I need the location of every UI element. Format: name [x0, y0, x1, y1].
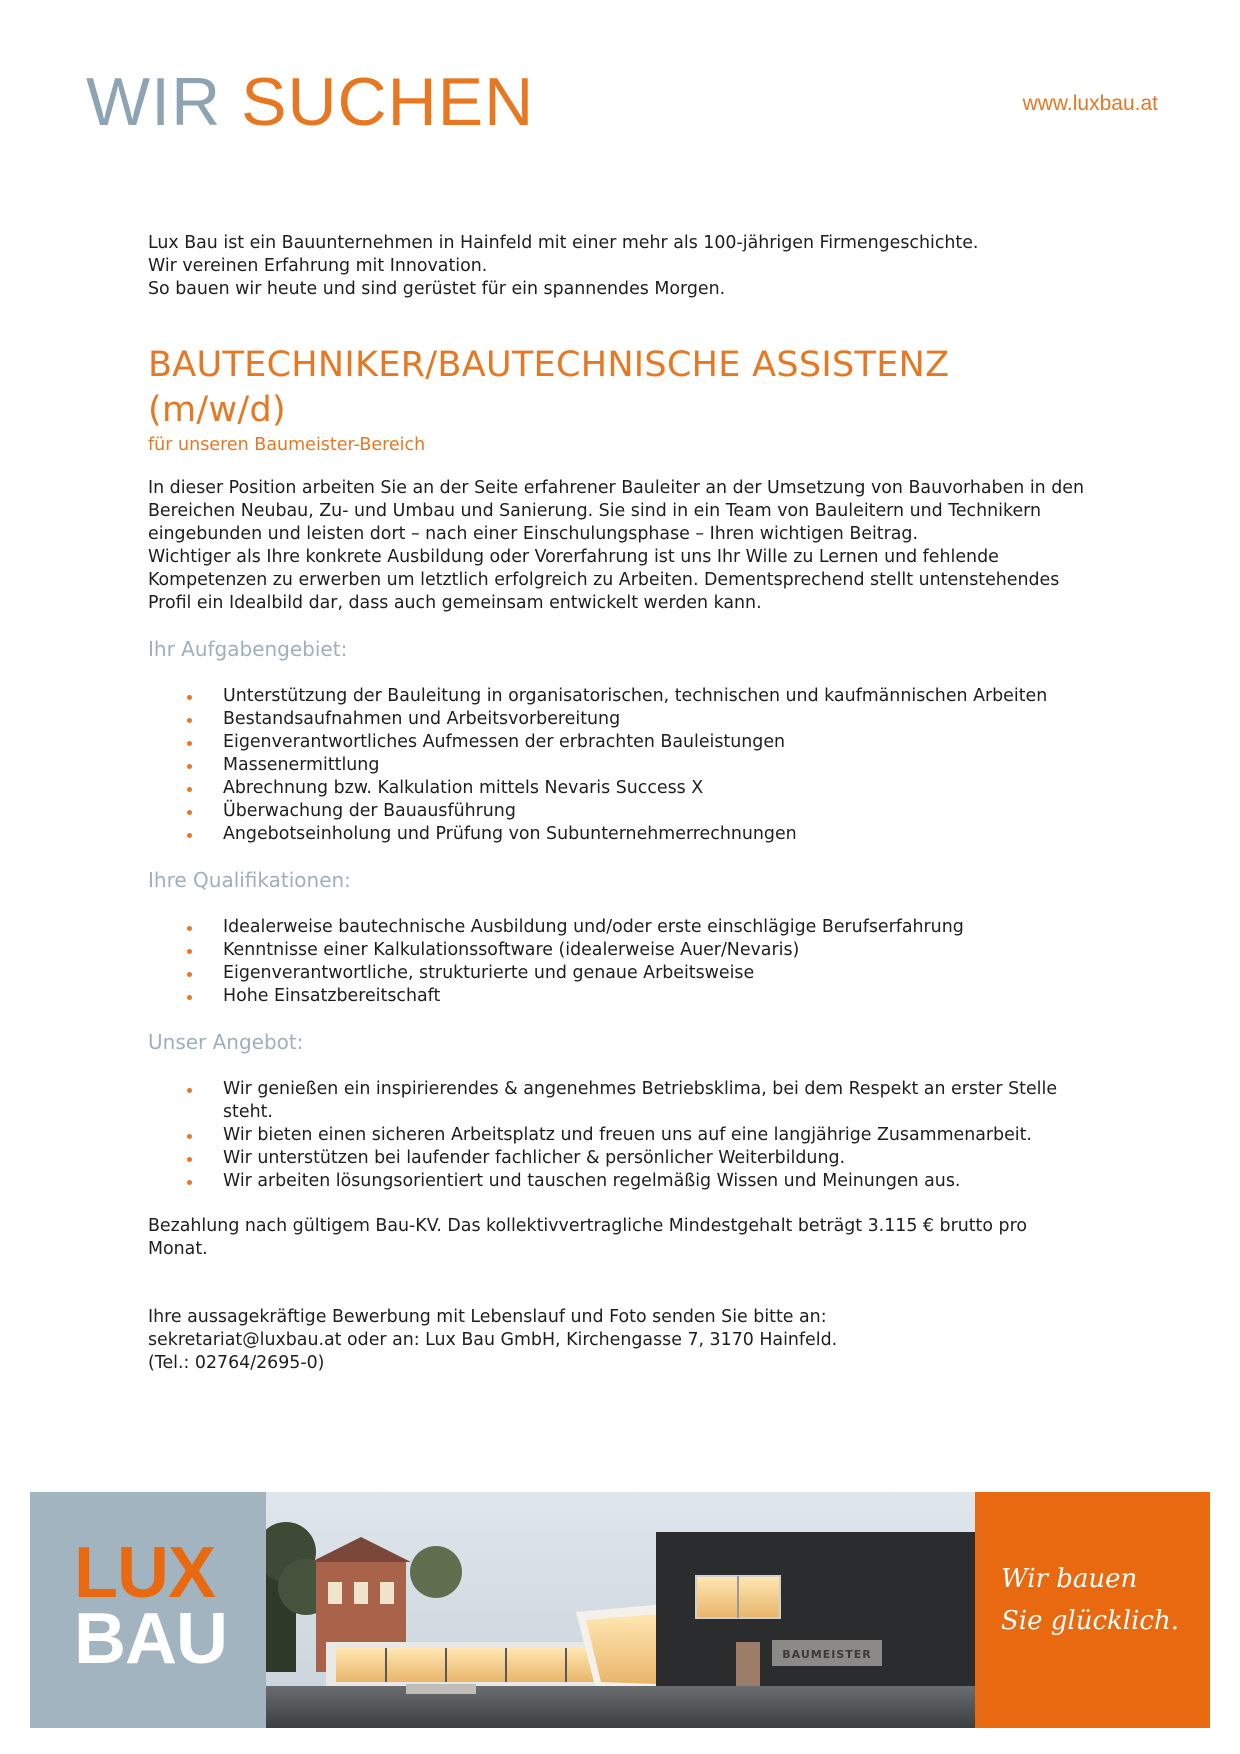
list-item: [148, 916, 1088, 939]
slogan-text: [1001, 1558, 1179, 1642]
job-ad-content: [148, 232, 1088, 1375]
lux-bau-logo: [30, 1492, 266, 1728]
list-item: [148, 1078, 1088, 1124]
logo-wordmark: [74, 1533, 227, 1679]
tasks-list: [148, 685, 1088, 846]
bullet-icon: [187, 741, 192, 746]
bullet-icon: [187, 1088, 192, 1093]
bullet-icon: [187, 833, 192, 838]
bullet-icon: [187, 1157, 192, 1162]
list-item-text: Überwachung der Bauausführung: [223, 801, 516, 821]
list-item: [148, 962, 1088, 985]
slogan-panel: [975, 1492, 1210, 1728]
list-item: [148, 1147, 1088, 1170]
offer-heading: Unser Angebot:: [148, 1030, 304, 1054]
list-item-text: Hohe Einsatzbereitschaft: [223, 986, 441, 1006]
intro-line: Wir vereinen Erfahrung mit Innovation.: [148, 256, 488, 276]
offer-list: [148, 1078, 1088, 1193]
application-info: [148, 1306, 1088, 1375]
list-item-text: Wir bieten einen sicheren Arbeitsplatz und freuen uns auf eine langjährige Zusammenarbeit.: [223, 1125, 1032, 1145]
job-subtitle: für unseren Baumeister-Bereich: [148, 435, 426, 455]
application-contact-line[interactable]: sekretariat@luxbau.at oder an: Lux Bau GmbH, Kirchengasse 7, 3170 Hainfeld.: [148, 1330, 838, 1350]
list-item: [148, 1124, 1088, 1147]
salary-info: Bezahlung nach gültigem Bau-KV. Das kollektivvertragliche Mindestgehalt beträgt 3.115 € brutto pro Monat.: [148, 1216, 1027, 1259]
slogan-line-2: Sie glücklich.: [1001, 1606, 1180, 1636]
list-item: [148, 731, 1088, 754]
bullet-icon: [187, 695, 192, 700]
job-title: BAUTECHNIKER/BAUTECHNISCHE ASSISTENZ (m/w/d): [148, 345, 950, 430]
list-item: [148, 823, 1088, 846]
slogan-line-1: Wir bauen: [1001, 1564, 1138, 1594]
list-item-text: Abrechnung bzw. Kalkulation mittels Nevaris Success X: [223, 778, 704, 798]
bullet-icon: [187, 926, 192, 931]
list-item: [148, 685, 1088, 708]
list-item: [148, 800, 1088, 823]
bullet-icon: [187, 764, 192, 769]
bullet-icon: [187, 1134, 192, 1139]
intro-line: Lux Bau ist ein Bauunternehmen in Hainfeld mit einer mehr als 100-jährigen Firmengeschichte.: [148, 233, 979, 253]
list-item-text: Angebotseinholung und Prüfung von Subunternehmerrechnungen: [223, 824, 797, 844]
building-illustration: [266, 1492, 975, 1728]
job-description-2: Wichtiger als Ihre konkrete Ausbildung oder Vorerfahrung ist uns Ihr Wille zu Lernen und fehlende Kompetenzen zu erwerben um letztlich erfolgreich zu Arbeiten. Dementsprechend stellt untenstehendes Profil ein Idealbild dar, dass auch gemeinsam entwickelt werden kann.: [148, 547, 1060, 613]
logo-bau-text: BAU: [74, 1599, 227, 1679]
headline-suchen: SUCHEN: [241, 64, 535, 140]
list-item-text: Eigenverantwortliche, strukturierte und genaue Arbeitsweise: [223, 963, 755, 983]
list-item: [148, 708, 1088, 731]
building-sign-text: BAUMEISTER: [782, 1648, 872, 1661]
application-phone-line: (Tel.: 02764/2695-0): [148, 1353, 325, 1373]
bullet-icon: [187, 949, 192, 954]
list-item-text: Idealerweise bautechnische Ausbildung und/oder erste einschlägige Berufserfahrung: [223, 917, 964, 937]
bullet-icon: [187, 810, 192, 815]
bullet-icon: [187, 995, 192, 1000]
list-item-text: Wir genießen ein inspirierendes & angenehmes Betriebsklima, bei dem Respekt an erster Stelle steht.: [223, 1079, 1058, 1122]
list-item-text: Kenntnisse einer Kalkulationssoftware (idealerweise Auer/Nevaris): [223, 940, 800, 960]
headline-wir: WIR: [86, 64, 222, 140]
website-link[interactable]: www.luxbau.at: [1022, 92, 1158, 115]
intro-line: So bauen wir heute und sind gerüstet für ein spannendes Morgen.: [148, 279, 726, 299]
application-line: Ihre aussagekräftige Bewerbung mit Lebenslauf und Foto senden Sie bitte an:: [148, 1307, 827, 1327]
list-item-text: Massenermittlung: [223, 755, 380, 775]
logo-lux-text: LUX: [74, 1533, 215, 1613]
bullet-icon: [187, 1180, 192, 1185]
list-item: [148, 777, 1088, 800]
bullet-icon: [187, 972, 192, 977]
list-item-text: Wir arbeiten lösungsorientiert und tauschen regelmäßig Wissen und Meinungen aus.: [223, 1171, 961, 1191]
bullet-icon: [187, 787, 192, 792]
footer-banner: [30, 1492, 1210, 1728]
list-item: [148, 939, 1088, 962]
list-item: [148, 1170, 1088, 1193]
job-description-1: In dieser Position arbeiten Sie an der Seite erfahrener Bauleiter an der Umsetzung von Bauvorhaben in den Bereichen Neubau, Zu- und Umbau und Sanierung. Sie sind in ein Team von Bauleitern und Technikern eingebunden und leisten dort – nach einer Einschulungsphase – Ihren wichtigen Beitrag.: [148, 478, 1084, 544]
qualifications-list: [148, 916, 1088, 1008]
qualifications-heading: Ihre Qualifikationen:: [148, 868, 351, 892]
intro-paragraph: [148, 232, 1088, 301]
list-item: [148, 985, 1088, 1008]
tasks-heading: Ihr Aufgabengebiet:: [148, 637, 348, 661]
bullet-icon: [187, 718, 192, 723]
list-item-text: Wir unterstützen bei laufender fachlicher & persönlicher Weiterbildung.: [223, 1148, 846, 1168]
list-item: [148, 754, 1088, 777]
list-item-text: Eigenverantwortliches Aufmessen der erbrachten Bauleistungen: [223, 732, 786, 752]
page-headline: [86, 62, 534, 142]
list-item-text: Bestandsaufnahmen und Arbeitsvorbereitung: [223, 709, 621, 729]
building-photo: [266, 1492, 975, 1728]
list-item-text: Unterstützung der Bauleitung in organisatorischen, technischen und kaufmännischen Arbeiten: [223, 686, 1048, 706]
